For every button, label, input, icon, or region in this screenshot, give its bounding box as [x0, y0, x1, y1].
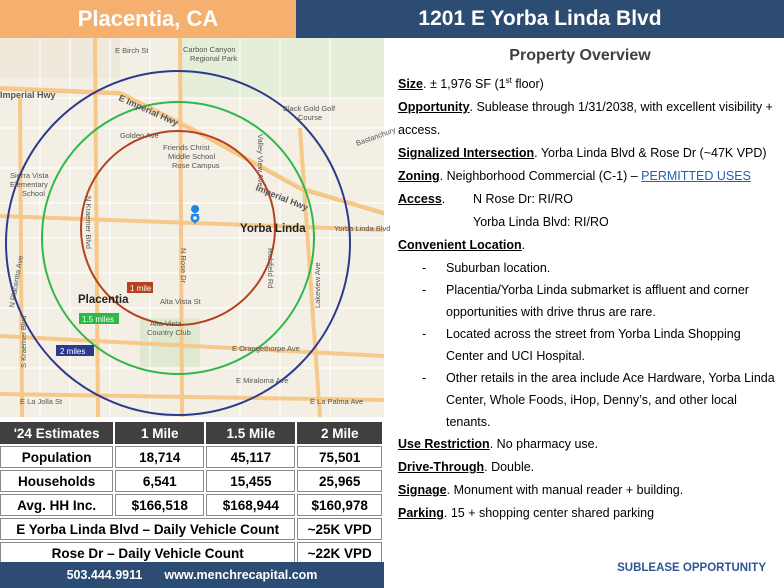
street-label: N Placentia Ave: [7, 254, 26, 309]
drive-label: Drive-Through: [398, 460, 485, 475]
street-label: Sierra Vista: [10, 171, 49, 180]
table-row: [0, 494, 382, 516]
location-list: [398, 257, 778, 433]
table-cell: $160,978: [297, 494, 382, 516]
street-label: Friends Christ: [163, 143, 210, 152]
street-label: E Miraloma Ave: [236, 376, 289, 385]
header-cell: 1 Mile: [115, 422, 204, 444]
street-label: Valley View Ave: [256, 134, 265, 187]
website-link[interactable]: www.menchrecapital.com: [164, 568, 318, 582]
permitted-uses-link[interactable]: PERMITTED USES: [641, 169, 751, 184]
demographics-table: [0, 420, 384, 562]
street-label: Carbon Canyon: [183, 45, 236, 54]
traffic-label: E Yorba Linda Blvd – Daily Vehicle Count: [0, 518, 295, 540]
street-label: School: [22, 189, 45, 198]
contact-footer: [0, 562, 384, 588]
phone-number[interactable]: 503.444.9911: [66, 568, 143, 582]
street-label: N Kraemer Blvd: [84, 196, 93, 249]
traffic-value: ~22K VPD: [297, 542, 382, 564]
use-label: Use Restriction: [398, 437, 490, 452]
street-label: E Orangethorpe Ave: [232, 344, 300, 353]
map-svg: [0, 38, 397, 417]
street-label: Alta Vista: [150, 319, 182, 328]
address-header: [296, 0, 784, 38]
access-yorba: Yorba Linda Blvd: RI/RO: [473, 215, 609, 230]
use-restriction-line: Use Restriction. No pharmacy use.: [398, 437, 599, 452]
list-item: - Suburban location.: [422, 261, 551, 276]
street-label: Black Gold Golf: [283, 104, 336, 113]
address-title: 1201 E Yorba Linda Blvd: [418, 7, 662, 30]
street-label: Rose Campus: [172, 161, 220, 170]
street-label: E La Palma Ave: [310, 397, 364, 406]
table-header-row: [0, 422, 382, 444]
table-row: [0, 446, 382, 468]
list-item: - Other retails in the area include Ace Hardware, Yorba Linda Center, Whole Foods, iHop, Denny’s, and other local tenants.: [422, 371, 775, 430]
table-cell: $168,944: [206, 494, 295, 516]
header-cell: 1.5 Mile: [206, 422, 295, 444]
size-label: Size: [398, 77, 424, 92]
street-label: Elementary: [10, 180, 48, 189]
street-label: E La Jolla St: [20, 397, 63, 406]
table-cell: 45,117: [206, 446, 295, 468]
street-label: Bastanchury: [354, 125, 397, 148]
list-item: - Located across the street from Yorba Linda Shopping Center and UCI Hospital.: [422, 327, 741, 364]
intersection-label: Signalized Intersection: [398, 146, 535, 161]
radius-label-2mile: 2 miles: [60, 347, 86, 356]
street-label: Course: [298, 113, 323, 122]
table-cell: 75,501: [297, 446, 382, 468]
row-label: Households: [0, 470, 113, 492]
overview-title: Property Overview: [509, 47, 651, 64]
street-label: Richfield Rd: [266, 248, 275, 289]
street-label: Alta Vista St: [160, 297, 201, 306]
street-label: Imperial Hwy: [254, 182, 310, 213]
radius-label-1mile: 1 mile: [130, 284, 152, 293]
street-label: Imperial Hwy: [0, 90, 56, 100]
table-cell: 25,965: [297, 470, 382, 492]
street-label: Lakeview Ave: [313, 262, 322, 308]
street-label: N Rose Dr: [179, 248, 188, 284]
row-label: Population: [0, 446, 113, 468]
street-label: Yorba Linda Blvd: [334, 224, 391, 233]
table-row: [0, 470, 382, 492]
city-label-yorba-linda: Yorba Linda: [240, 223, 306, 235]
traffic-row: [0, 542, 382, 564]
row-label: Avg. HH Inc.: [0, 494, 113, 516]
drive-through-line: Drive-Through. Double.: [398, 460, 535, 475]
city-label-placentia: Placentia: [78, 294, 129, 306]
sublease-badge: SUBLEASE OPPORTUNITY: [617, 562, 766, 574]
zoning-label: Zoning: [398, 169, 440, 184]
table-cell: 6,541: [115, 470, 204, 492]
access-line: Access. N Rose Dr: RI/RO: [398, 188, 778, 211]
parking-line: Parking. 15 + shopping center shared parking: [398, 506, 655, 521]
access-label: Access: [398, 192, 442, 207]
location-map[interactable]: [0, 38, 397, 417]
size-line: Size. ± 1,976 SF (1st floor): [398, 76, 544, 92]
radius-label-1-5mile: 1.5 miles: [82, 315, 115, 324]
street-label: Middle School: [168, 152, 216, 161]
table-cell: 15,455: [206, 470, 295, 492]
opportunity-line: Opportunity. Sublease through 1/31/2038, with excellent visibility + access.: [398, 100, 773, 138]
zoning-line: Zoning. Neighborhood Commercial (C-1) – PERMITTED USES: [398, 169, 751, 184]
city-title: Placentia, CA: [77, 6, 219, 31]
intersection-line: Signalized Intersection. Yorba Linda Blvd & Rose Dr (~47K VPD): [398, 146, 767, 161]
street-label: S Kraemer Blvd: [19, 315, 28, 368]
access-rose: N Rose Dr: RI/RO: [473, 192, 574, 207]
location-line: Convenient Location.: [398, 238, 526, 253]
table-cell: 18,714: [115, 446, 204, 468]
signage-line: Signage. Monument with manual reader + building.: [398, 483, 684, 498]
parking-label: Parking: [398, 506, 444, 521]
header-cell: 2 Mile: [297, 422, 382, 444]
table-cell: $166,518: [115, 494, 204, 516]
opportunity-label: Opportunity: [398, 100, 470, 115]
street-label: Golden Ave: [120, 131, 159, 140]
street-label: E Birch St: [115, 46, 149, 55]
traffic-value: ~25K VPD: [297, 518, 382, 540]
property-overview: [398, 44, 778, 525]
street-label: Regional Park: [190, 54, 238, 63]
header-cell: '24 Estimates: [0, 422, 113, 444]
street-label: Country Club: [147, 328, 191, 337]
street-label: E Imperial Hwy: [117, 92, 180, 128]
list-item: - Placentia/Yorba Linda submarket is affluent and corner opportunities with drive thrus are rare.: [422, 283, 749, 320]
signage-label: Signage: [398, 483, 447, 498]
traffic-label: Rose Dr – Daily Vehicle Count: [0, 542, 295, 564]
traffic-row: [0, 518, 382, 540]
location-label: Convenient Location: [398, 238, 522, 253]
city-header: [0, 0, 296, 38]
